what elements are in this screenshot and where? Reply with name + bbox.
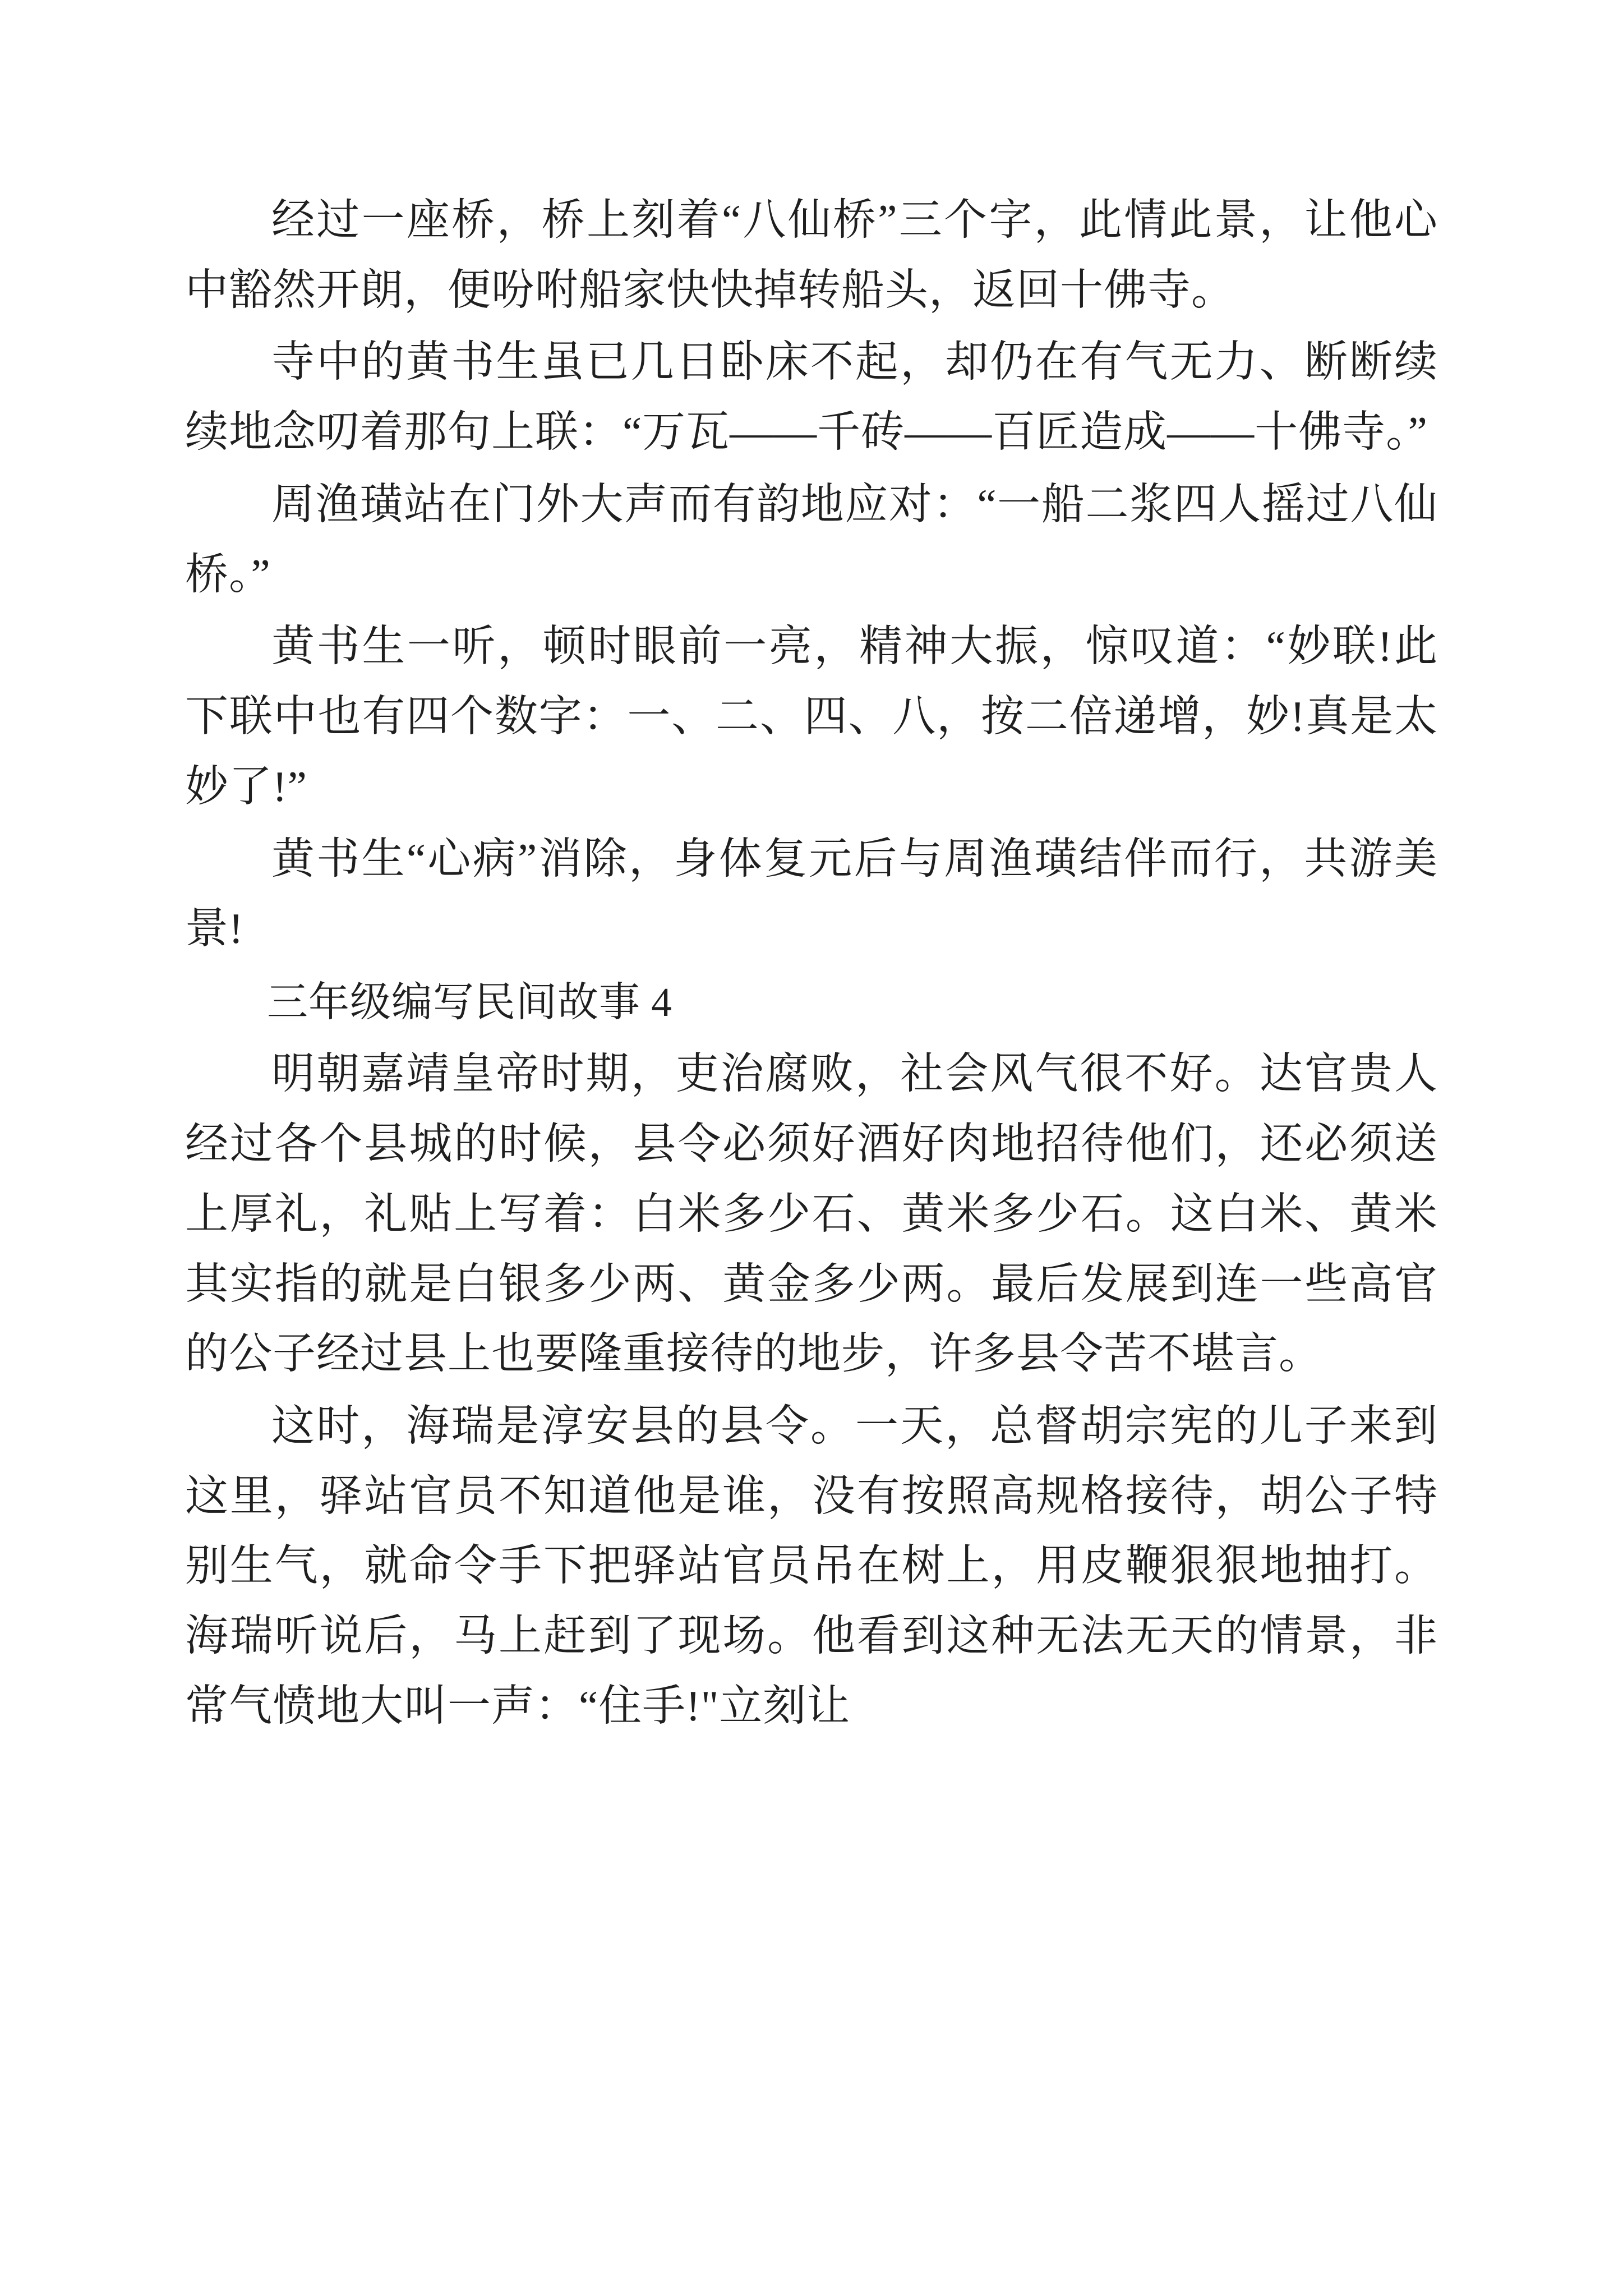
paragraph: 明朝嘉靖皇帝时期，吏治腐败，社会风气很不好。达官贵人经过各个县城的时候，县令必须好酒好肉地招待他们，还必须送上厚礼，礼贴上写着：白米多少石、黄米多少石。这白米、黄米其实指的就是白银多少两、黄金多少两。最后发展到连一些高官的公子经过县上也要隆重接待的地步，许多县令苦不堪言。	[185, 1050, 1438, 1378]
paragraph: 黄书生一听，顿时眼前一亮，精神大振，惊叹道：“妙联!此下联中也有四个数字：一、二、四、八，按二倍递增，妙!真是太妙了!”	[185, 622, 1438, 811]
paragraph: 寺中的黄书生虽已几日卧床不起，却仍在有气无力、断断续续地念叨着那句上联：“万瓦——千砖——百匠造成——十佛寺。”	[185, 338, 1438, 457]
section-heading: 三年级编写民间故事 4	[267, 979, 672, 1025]
paragraph: 周渔璜站在门外大声而有韵地应对：“一船二浆四人摇过八仙桥。”	[185, 480, 1438, 599]
paragraph: 这时，海瑞是淳安县的县令。一天，总督胡宗宪的儿子来到这里，驿站官员不知道他是谁，没有按照高规格接待，胡公子特别生气，就命令手下把驿站官员吊在树上，用皮鞭狠狠地抽打。海瑞听说后，马上赶到了现场。他看到这种无法无天的情景，非常气愤地大叫一声：“住手!"立刻让	[185, 1402, 1438, 1730]
document-body	[185, 185, 1438, 1741]
paragraph: 经过一座桥，桥上刻着“八仙桥”三个字，此情此景，让他心中豁然开朗，便吩咐船家快快掉转船头，返回十佛寺。	[185, 196, 1438, 314]
paragraph: 黄书生“心病”消除，身体复元后与周渔璜结伴而行，共游美景!	[185, 834, 1438, 953]
